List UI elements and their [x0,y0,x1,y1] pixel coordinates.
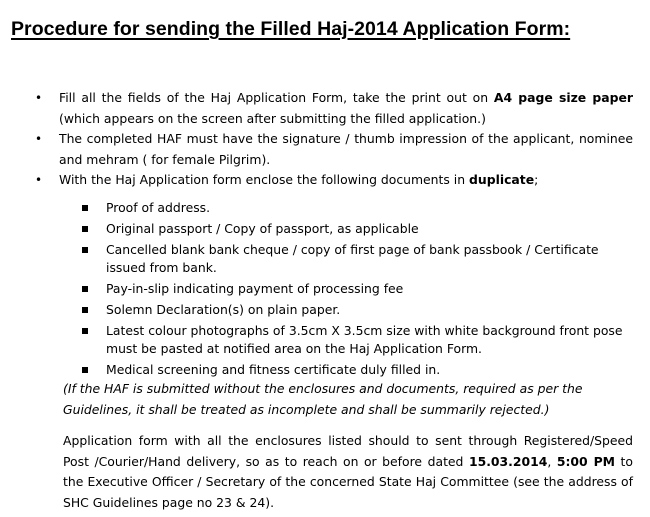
document-item: Latest colour photographs of 3.5cm X 3.5cm size with white background front pose must be pasted at notified area on the Haj Application Form. [106,322,636,358]
list-item [35,88,633,129]
document-item: Original passport / Copy of passport, as applicable [106,220,636,238]
list-item-text: With the Haj Application form enclose the following documents in [59,172,470,187]
list-item [35,170,633,191]
square-bullet-icon [82,205,88,211]
bullet-icon: • [35,132,43,146]
bullet-icon: • [35,173,43,187]
rejection-note: (If the HAF is submitted without the enclosures and documents, required as per the Guidelines, it shall be treated as incomplete and shall be summarily rejected.) [63,381,583,417]
square-bullet-icon [82,367,88,373]
document-item: Proof of address. [106,199,636,217]
list-item-emphasis: duplicate [469,172,535,187]
list-item-text-end: ; [534,172,539,187]
square-bullet-icon [82,247,88,253]
procedure-list [35,88,633,191]
page-title: Procedure for sending the Filled Haj-2014 Application Form: [11,18,571,40]
square-bullet-icon [82,226,88,232]
document-item: Solemn Declaration(s) on plain paper. [106,301,636,319]
list-item-emphasis: A4 page size paper [493,90,633,105]
list-item-text-end: (which appears on the screen after submitting the filled application.) [59,110,486,126]
document-item: Medical screening and fitness certificate duly filled in. [106,361,636,379]
square-bullet-icon [82,307,88,313]
submission-instructions: Application form with all the enclosures listed should to sent through Registered/Speed Post /Courier/Hand delivery, so as to reach on or before dated 15.03.2014, 5:00 PM to the Executive Officer / Secretary of the concerned State Haj Committee (see the address of SHC Guidelines page no 23 & 24). [63,433,634,510]
list-item-text: Fill all the fields of the Haj Application Form, take the print out on [59,90,494,105]
deadline-date: 15.03.2014 [468,453,548,469]
bullet-icon: • [35,91,43,105]
list-item [35,129,633,170]
documents-list [106,199,636,382]
deadline-time: 5:00 PM [556,453,616,469]
square-bullet-icon [82,328,88,334]
list-item-text: The completed HAF must have the signature / thumb impression of the applicant, nominee and mehram ( for female Pilgrim). [59,131,633,167]
square-bullet-icon [82,286,88,292]
document-item: Cancelled blank bank cheque / copy of first page of bank passbook / Certificate issued from bank. [106,241,636,277]
document-item: Pay-in-slip indicating payment of processing fee [106,280,636,298]
